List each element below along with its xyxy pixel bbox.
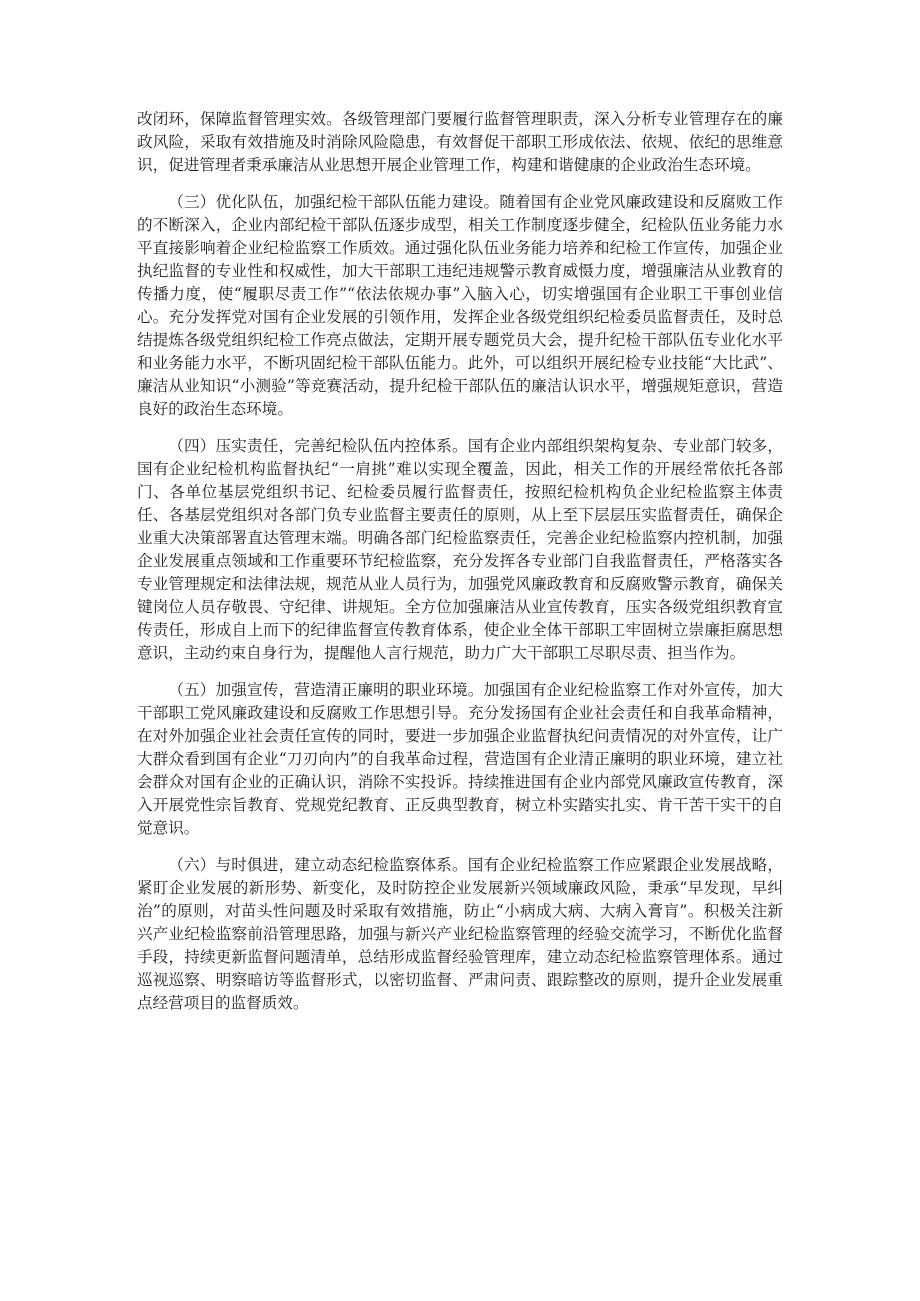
paragraph-section-6: （六）与时俱进，建立动态纪检监察体系。国有企业纪检监察工作应紧跟企业发展战略，紧盯企业发展的新形势、新变化，及时防控企业发展新兴领域廉政风险，秉承“早发现，早纠治”的原则，对苗头性问题及时采取有效措施，防止“小病成大病、大病入膏肓”。积极关注新兴产业纪检监察前沿管理思路，加强与新兴产业纪检监察管理的经验交流学习，不断优化监督手段，持续更新监督问题清单，总结形成监督经验管理库，建立动态纪检监察管理体系。通过巡视巡察、明察暗访等监督形式，以密切监督、严肃问责、跟踪整改的原则，提升企业发展重点经营项目的监督质效。 xyxy=(137,856,783,1012)
paragraph-section-3: （三）优化队伍，加强纪检干部队伍能力建设。随着国有企业党风廉政建设和反腐败工作的不断深入，企业内部纪检干部队伍逐步成型，相关工作制度逐步健全，纪检队伍业务能力水平直接影响着企业纪检监察工作质效。通过强化队伍业务能力培养和纪检工作宣传，加强企业执纪监督的专业性和权威性，加大干部职工违纪违规警示教育威慑力度，增强廉洁从业教育的传播力度，使“履职尽责工作”“依法依规办事”入脑入心，切实增强国有企业职工干事创业信心。充分发挥党对国有企业发展的引领作用，发挥企业各级党组织纪检委员监督责任，及时总结提炼各级党组织纪检工作亮点做法，定期开展专题党员大会，提升纪检干部队伍专业化水平和业务能力水平，不断巩固纪检干部队伍能力。此外，可以组织开展纪检专业技能“大比武”、廉洁从业知识“小测验”等竞赛活动，提升纪检干部队伍的廉洁认识水平，增强规矩意识，营造良好的政治生态环境。 xyxy=(137,193,783,418)
document-body xyxy=(137,108,783,1029)
paragraph-continuation: 改闭环，保障监督管理实效。各级管理部门要履行监督管理职责，深入分析专业管理存在的廉政风险，采取有效措施及时消除风险隐患，有效督促干部职工形成依法、依规、依纪的思维意识，促进管理者秉承廉洁从业思想开展企业管理工作，构建和谐健康的企业政治生态环境。 xyxy=(137,110,783,174)
paragraph-section-4: （四）压实责任，完善纪检队伍内控体系。国有企业内部组织架构复杂、专业部门较多，国有企业纪检机构监督执纪“一肩挑”难以实现全覆盖，因此，相关工作的开展经常依托各部门、各单位基层党组织书记、纪检委员履行监督责任，按照纪检机构负企业纪检监察主体责任、各基层党组织对各部门负专业监督主要责任的原则，从上至下层层压实监督责任，确保企业重大决策部署直达管理末端。明确各部门纪检监察责任，完善企业纪检监察内控机制，加强企业发展重点领域和工作重要环节纪检监察，充分发挥各专业部门自我监督责任，严格落实各专业管理规定和法律法规，规范从业人员行为，加强党风廉政教育和反腐败警示教育，确保关键岗位人员存敬畏、守纪律、讲规矩。全方位加强廉洁从业宣传教育，压实各级党组织教育宣传责任，形成自上而下的纪律监督宣传教育体系，使企业全体干部职工牢固树立崇廉拒腐思想意识，主动约束自身行为，提醒他人言行规范，助力广大干部职工尽职尽责、担当作为。 xyxy=(137,437,783,662)
paragraph-section-5: （五）加强宣传，营造清正廉明的职业环境。加强国有企业纪检监察工作对外宣传，加大干部职工党风廉政建设和反腐败工作思想引导。充分发扬国有企业社会责任和自我革命精神，在对外加强企业社会责任宣传的同时，要进一步加强企业监督执纪问责情况的对外宣传，让广大群众看到国有企业“刀刃向内”的自我革命过程，营造国有企业清正廉明的职业环境，建立社会群众对国有企业的正确认识，消除不实投诉。持续推进国有企业内部党风廉政宣传教育，深入开展党性宗旨教育、党规党纪教育、正反典型教育，树立朴实踏实扎实、肯干苦干实干的自觉意识。 xyxy=(137,681,783,837)
